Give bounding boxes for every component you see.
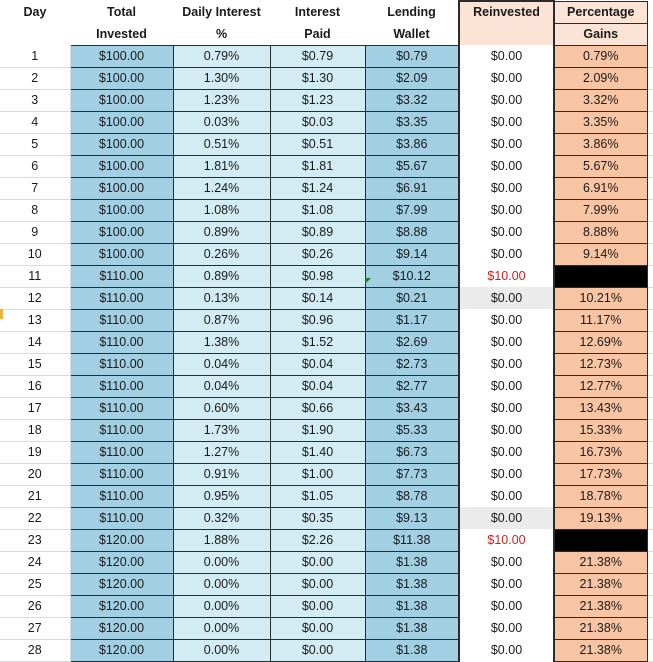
header-row-2 xyxy=(0,23,653,45)
cell-daily-interest[interactable]: 0.00% xyxy=(173,595,270,617)
cell-interest-paid[interactable]: $0.51 xyxy=(270,133,365,155)
cell-interest-paid[interactable]: $1.08 xyxy=(270,199,365,221)
cell-empty[interactable] xyxy=(647,309,653,331)
cell-day[interactable]: 14 xyxy=(0,331,70,353)
cell-day[interactable]: 18 xyxy=(0,419,70,441)
cell-total-invested[interactable]: $100.00 xyxy=(70,155,173,177)
table-row xyxy=(0,397,653,419)
cell-reinvested[interactable]: $0.00 xyxy=(459,45,554,67)
table-row xyxy=(0,67,653,89)
table-row xyxy=(0,243,653,265)
table-row xyxy=(0,595,653,617)
cell-reinvested[interactable]: $0.00 xyxy=(459,573,554,595)
cell-lending-wallet[interactable]: $6.73 xyxy=(365,441,459,463)
cell-total-invested[interactable]: $110.00 xyxy=(70,463,173,485)
cell-total-invested[interactable]: $120.00 xyxy=(70,551,173,573)
cell-lending-wallet[interactable]: $11.38 xyxy=(365,529,459,551)
cell-interest-paid[interactable]: $0.00 xyxy=(270,639,365,661)
cell-interest-paid[interactable]: $0.89 xyxy=(270,221,365,243)
cell-lending-wallet[interactable]: $10.12 xyxy=(365,265,459,287)
cell-daily-interest[interactable]: 0.04% xyxy=(173,375,270,397)
cell-total-invested[interactable]: $120.00 xyxy=(70,595,173,617)
cell-lending-wallet[interactable]: $6.91 xyxy=(365,177,459,199)
cell-empty[interactable] xyxy=(647,617,653,639)
cell-percentage-gains[interactable]: 19.13% xyxy=(554,507,647,529)
cell-lending-wallet[interactable]: $2.69 xyxy=(365,331,459,353)
cell-reinvested[interactable]: $0.00 xyxy=(459,309,554,331)
cell-total-invested[interactable]: $100.00 xyxy=(70,133,173,155)
cell-reinvested[interactable]: $0.00 xyxy=(459,617,554,639)
cell-reinvested[interactable]: $0.00 xyxy=(459,177,554,199)
header-lending-wallet-line2[interactable]: Wallet xyxy=(365,23,459,45)
cell-interest-paid[interactable]: $0.04 xyxy=(270,375,365,397)
header-reinvested[interactable]: Reinvested xyxy=(459,1,554,45)
cell-day[interactable]: 13 xyxy=(0,309,70,331)
cell-reinvested[interactable]: $0.00 xyxy=(459,485,554,507)
cell-percentage-gains[interactable]: 21.38% xyxy=(554,573,647,595)
cell-lending-wallet[interactable]: $7.99 xyxy=(365,199,459,221)
cell-total-invested[interactable]: $110.00 xyxy=(70,507,173,529)
cell-daily-interest[interactable]: 1.38% xyxy=(173,331,270,353)
cell-percentage-gains[interactable]: 12.77% xyxy=(554,375,647,397)
cell-interest-paid[interactable]: $0.98 xyxy=(270,265,365,287)
table-row xyxy=(0,89,653,111)
cell-lending-wallet[interactable]: $2.09 xyxy=(365,67,459,89)
cell-reinvested[interactable]: $10.00 xyxy=(459,265,554,287)
cell-total-invested[interactable]: $110.00 xyxy=(70,331,173,353)
cell-empty[interactable] xyxy=(647,529,653,551)
cell-percentage-gains[interactable]: 21.38% xyxy=(554,639,647,661)
cell-reinvested[interactable]: $0.00 xyxy=(459,375,554,397)
table-row xyxy=(0,507,653,529)
cell-empty[interactable] xyxy=(647,89,653,111)
table-row xyxy=(0,133,653,155)
cell-percentage-gains[interactable]: 11.17% xyxy=(554,309,647,331)
cell-empty[interactable] xyxy=(647,331,653,353)
cell-percentage-gains[interactable]: 3.86% xyxy=(554,133,647,155)
cell-percentage-gains[interactable]: 15.33% xyxy=(554,419,647,441)
cell-empty[interactable] xyxy=(647,111,653,133)
table-row xyxy=(0,177,653,199)
cell-interest-paid[interactable]: $0.66 xyxy=(270,397,365,419)
cell-empty[interactable] xyxy=(647,243,653,265)
cell-total-invested[interactable]: $110.00 xyxy=(70,353,173,375)
cell-lending-wallet[interactable]: $3.86 xyxy=(365,133,459,155)
cell-total-invested[interactable]: $110.00 xyxy=(70,375,173,397)
cell-empty[interactable] xyxy=(647,45,653,67)
cell-total-invested[interactable]: $100.00 xyxy=(70,199,173,221)
cell-reinvested[interactable]: $0.00 xyxy=(459,221,554,243)
cell-day[interactable]: 28 xyxy=(0,639,70,661)
cell-interest-paid[interactable]: $1.24 xyxy=(270,177,365,199)
cell-day[interactable]: 17 xyxy=(0,397,70,419)
cell-total-invested[interactable]: $110.00 xyxy=(70,485,173,507)
cell-reinvested[interactable]: $0.00 xyxy=(459,419,554,441)
cell-reinvested[interactable]: $0.00 xyxy=(459,331,554,353)
cell-total-invested[interactable]: $110.00 xyxy=(70,309,173,331)
cell-percentage-gains[interactable]: 2.09% xyxy=(554,67,647,89)
table-row xyxy=(0,485,653,507)
cell-lending-wallet[interactable]: $9.14 xyxy=(365,243,459,265)
cell-interest-paid[interactable]: $1.81 xyxy=(270,155,365,177)
cell-reinvested[interactable]: $0.00 xyxy=(459,199,554,221)
cell-interest-paid[interactable]: $1.40 xyxy=(270,441,365,463)
cell-reinvested[interactable]: $0.00 xyxy=(459,639,554,661)
cell-lending-wallet[interactable]: $9.13 xyxy=(365,507,459,529)
cell-interest-paid[interactable]: $1.90 xyxy=(270,419,365,441)
cell-total-invested[interactable]: $110.00 xyxy=(70,419,173,441)
cell-lending-wallet[interactable]: $0.79 xyxy=(365,45,459,67)
header-percentage-gains-line1[interactable]: Percentage xyxy=(554,1,647,23)
table-row xyxy=(0,309,653,331)
cell-daily-interest[interactable]: 0.95% xyxy=(173,485,270,507)
cell-empty[interactable] xyxy=(647,419,653,441)
cell-empty[interactable] xyxy=(647,639,653,661)
cell-lending-wallet[interactable]: $5.67 xyxy=(365,155,459,177)
cell-empty[interactable] xyxy=(647,287,653,309)
table-body xyxy=(0,45,653,661)
header-total-invested-line1[interactable]: Total xyxy=(70,1,173,23)
cell-daily-interest[interactable]: 0.13% xyxy=(173,287,270,309)
cell-day[interactable]: 2 xyxy=(0,67,70,89)
cell-interest-paid[interactable]: $0.03 xyxy=(270,111,365,133)
cell-reinvested[interactable]: $0.00 xyxy=(459,89,554,111)
cell-lending-wallet[interactable]: $8.88 xyxy=(365,221,459,243)
cell-percentage-gains[interactable]: 6.91% xyxy=(554,177,647,199)
cell-day[interactable]: 6 xyxy=(0,155,70,177)
cell-empty[interactable] xyxy=(647,155,653,177)
cell-day[interactable]: 8 xyxy=(0,199,70,221)
table-row xyxy=(0,617,653,639)
header-total-invested-line2[interactable]: Invested xyxy=(70,23,173,45)
cell-reinvested[interactable]: $0.00 xyxy=(459,507,554,529)
cell-daily-interest[interactable]: 0.00% xyxy=(173,617,270,639)
cell-day[interactable]: 7 xyxy=(0,177,70,199)
cell-interest-paid[interactable]: $1.30 xyxy=(270,67,365,89)
cell-daily-interest[interactable]: 0.26% xyxy=(173,243,270,265)
table-row xyxy=(0,551,653,573)
cell-day[interactable]: 21 xyxy=(0,485,70,507)
cell-day[interactable]: 9 xyxy=(0,221,70,243)
cell-lending-wallet[interactable]: $1.17 xyxy=(365,309,459,331)
cell-total-invested[interactable]: $120.00 xyxy=(70,617,173,639)
cell-total-invested[interactable]: $100.00 xyxy=(70,177,173,199)
cell-interest-paid[interactable]: $0.00 xyxy=(270,551,365,573)
cell-lending-wallet[interactable]: $1.38 xyxy=(365,551,459,573)
table-row xyxy=(0,155,653,177)
table-row xyxy=(0,441,653,463)
cell-day[interactable]: 4 xyxy=(0,111,70,133)
cell-empty[interactable] xyxy=(647,485,653,507)
cell-percentage-gains[interactable]: 9.14% xyxy=(554,243,647,265)
table-row xyxy=(0,353,653,375)
cell-lending-wallet[interactable]: $3.35 xyxy=(365,111,459,133)
cell-daily-interest[interactable]: 1.27% xyxy=(173,441,270,463)
table-row xyxy=(0,199,653,221)
cell-empty[interactable] xyxy=(647,397,653,419)
cell-daily-interest[interactable]: 0.03% xyxy=(173,111,270,133)
cell-daily-interest[interactable]: 0.87% xyxy=(173,309,270,331)
cell-daily-interest[interactable]: 0.00% xyxy=(173,573,270,595)
cell-interest-paid[interactable]: $0.00 xyxy=(270,595,365,617)
cell-total-invested[interactable]: $100.00 xyxy=(70,89,173,111)
cell-daily-interest[interactable]: 1.73% xyxy=(173,419,270,441)
cell-empty[interactable] xyxy=(647,507,653,529)
header-percentage-gains-line2[interactable]: Gains xyxy=(554,23,647,45)
cell-daily-interest[interactable]: 0.60% xyxy=(173,397,270,419)
cell-empty[interactable] xyxy=(647,463,653,485)
cell-lending-wallet[interactable]: $3.43 xyxy=(365,397,459,419)
cell-reinvested[interactable]: $0.00 xyxy=(459,243,554,265)
selected-row-marker xyxy=(0,309,3,319)
cell-empty[interactable] xyxy=(647,441,653,463)
cell-day[interactable]: 23 xyxy=(0,529,70,551)
cell-lending-wallet[interactable]: $0.21 xyxy=(365,287,459,309)
cell-error-indicator-icon xyxy=(365,278,371,284)
cell-percentage-gains[interactable]: 21.38% xyxy=(554,595,647,617)
cell-day[interactable]: 3 xyxy=(0,89,70,111)
cell-total-invested[interactable]: $100.00 xyxy=(70,221,173,243)
cell-percentage-gains[interactable]: 0.79% xyxy=(554,45,647,67)
header-row-1 xyxy=(0,1,653,23)
cell-interest-paid[interactable]: $0.00 xyxy=(270,617,365,639)
cell-percentage-gains[interactable]: 12.69% xyxy=(554,331,647,353)
cell-reinvested[interactable]: $0.00 xyxy=(459,353,554,375)
cell-percentage-gains[interactable] xyxy=(554,529,647,551)
cell-percentage-gains[interactable] xyxy=(554,265,647,287)
cell-percentage-gains[interactable]: 5.67% xyxy=(554,155,647,177)
cell-interest-paid[interactable]: $1.23 xyxy=(270,89,365,111)
header-daily-interest-line1[interactable]: Daily Interest xyxy=(173,1,270,23)
cell-total-invested[interactable]: $100.00 xyxy=(70,111,173,133)
cell-total-invested[interactable]: $110.00 xyxy=(70,441,173,463)
cell-reinvested[interactable]: $0.00 xyxy=(459,287,554,309)
cell-percentage-gains[interactable]: 13.43% xyxy=(554,397,647,419)
cell-interest-paid[interactable]: $1.00 xyxy=(270,463,365,485)
cell-empty[interactable] xyxy=(647,221,653,243)
cell-daily-interest[interactable]: 1.30% xyxy=(173,67,270,89)
cell-reinvested[interactable]: $0.00 xyxy=(459,551,554,573)
cell-lending-wallet[interactable]: $2.77 xyxy=(365,375,459,397)
cell-total-invested[interactable]: $100.00 xyxy=(70,45,173,67)
cell-daily-interest[interactable]: 1.88% xyxy=(173,529,270,551)
cell-percentage-gains[interactable]: 16.73% xyxy=(554,441,647,463)
header-day-line2[interactable] xyxy=(0,23,70,45)
table-row xyxy=(0,529,653,551)
cell-total-invested[interactable]: $110.00 xyxy=(70,397,173,419)
cell-interest-paid[interactable]: $0.26 xyxy=(270,243,365,265)
cell-day[interactable]: 24 xyxy=(0,551,70,573)
cell-day[interactable]: 15 xyxy=(0,353,70,375)
table-row xyxy=(0,265,653,287)
cell-daily-interest[interactable]: 0.04% xyxy=(173,353,270,375)
cell-daily-interest[interactable]: 0.89% xyxy=(173,265,270,287)
cell-empty[interactable] xyxy=(647,133,653,155)
cell-interest-paid[interactable]: $1.05 xyxy=(270,485,365,507)
cell-empty[interactable] xyxy=(647,177,653,199)
cell-empty[interactable] xyxy=(647,265,653,287)
cell-percentage-gains[interactable]: 3.32% xyxy=(554,89,647,111)
table-row xyxy=(0,375,653,397)
cell-interest-paid[interactable]: $0.35 xyxy=(270,507,365,529)
cell-day[interactable]: 20 xyxy=(0,463,70,485)
cell-percentage-gains[interactable]: 21.38% xyxy=(554,551,647,573)
cell-daily-interest[interactable]: 1.23% xyxy=(173,89,270,111)
table-row xyxy=(0,221,653,243)
cell-reinvested[interactable]: $0.00 xyxy=(459,111,554,133)
cell-lending-wallet[interactable]: $8.78 xyxy=(365,485,459,507)
cell-daily-interest[interactable]: 0.32% xyxy=(173,507,270,529)
cell-interest-paid[interactable]: $2.26 xyxy=(270,529,365,551)
cell-day[interactable]: 12 xyxy=(0,287,70,309)
cell-lending-wallet[interactable]: $5.33 xyxy=(365,419,459,441)
cell-daily-interest[interactable]: 0.00% xyxy=(173,639,270,661)
table-row xyxy=(0,573,653,595)
cell-reinvested[interactable]: $10.00 xyxy=(459,529,554,551)
cell-daily-interest[interactable]: 1.81% xyxy=(173,155,270,177)
table-row xyxy=(0,45,653,67)
cell-percentage-gains[interactable]: 18.78% xyxy=(554,485,647,507)
cell-interest-paid[interactable]: $0.96 xyxy=(270,309,365,331)
cell-lending-wallet[interactable]: $2.73 xyxy=(365,353,459,375)
cell-interest-paid[interactable]: $0.14 xyxy=(270,287,365,309)
cell-percentage-gains[interactable]: 8.88% xyxy=(554,221,647,243)
cell-lending-wallet[interactable]: $1.38 xyxy=(365,639,459,661)
header-pad xyxy=(647,1,653,23)
cell-percentage-gains[interactable]: 12.73% xyxy=(554,353,647,375)
cell-day[interactable]: 10 xyxy=(0,243,70,265)
cell-total-invested[interactable]: $110.00 xyxy=(70,287,173,309)
cell-daily-interest[interactable]: 0.89% xyxy=(173,221,270,243)
cell-daily-interest[interactable]: 0.79% xyxy=(173,45,270,67)
cell-daily-interest[interactable]: 0.00% xyxy=(173,551,270,573)
cell-daily-interest[interactable]: 0.51% xyxy=(173,133,270,155)
cell-empty[interactable] xyxy=(647,67,653,89)
cell-reinvested[interactable]: $0.00 xyxy=(459,133,554,155)
cell-reinvested[interactable]: $0.00 xyxy=(459,595,554,617)
cell-percentage-gains[interactable]: 7.99% xyxy=(554,199,647,221)
cell-empty[interactable] xyxy=(647,375,653,397)
cell-total-invested[interactable]: $100.00 xyxy=(70,67,173,89)
table-row xyxy=(0,639,653,661)
cell-total-invested[interactable]: $100.00 xyxy=(70,243,173,265)
cell-percentage-gains[interactable]: 3.35% xyxy=(554,111,647,133)
header-day[interactable]: Day xyxy=(0,1,70,23)
cell-total-invested[interactable]: $120.00 xyxy=(70,639,173,661)
cell-daily-interest[interactable]: 1.24% xyxy=(173,177,270,199)
cell-interest-paid[interactable]: $1.52 xyxy=(270,331,365,353)
cell-percentage-gains[interactable]: 10.21% xyxy=(554,287,647,309)
header-pad-2 xyxy=(647,23,653,45)
table-row xyxy=(0,331,653,353)
cell-percentage-gains[interactable]: 17.73% xyxy=(554,463,647,485)
header-interest-paid-line2[interactable]: Paid xyxy=(270,23,365,45)
cell-empty[interactable] xyxy=(647,573,653,595)
header-lending-wallet-line1[interactable]: Lending xyxy=(365,1,459,23)
cell-lending-wallet[interactable]: $1.38 xyxy=(365,573,459,595)
cell-total-invested[interactable]: $120.00 xyxy=(70,529,173,551)
cell-day[interactable]: 1 xyxy=(0,45,70,67)
table-row xyxy=(0,111,653,133)
cell-reinvested[interactable]: $0.00 xyxy=(459,397,554,419)
cell-interest-paid[interactable]: $0.04 xyxy=(270,353,365,375)
cell-lending-wallet[interactable]: $3.32 xyxy=(365,89,459,111)
cell-reinvested[interactable]: $0.00 xyxy=(459,441,554,463)
cell-lending-wallet[interactable]: $7.73 xyxy=(365,463,459,485)
cell-interest-paid[interactable]: $0.00 xyxy=(270,573,365,595)
cell-empty[interactable] xyxy=(647,199,653,221)
header-interest-paid-line1[interactable]: Interest xyxy=(270,1,365,23)
cell-lending-wallet[interactable]: $1.38 xyxy=(365,595,459,617)
cell-day[interactable]: 16 xyxy=(0,375,70,397)
cell-reinvested[interactable]: $0.00 xyxy=(459,155,554,177)
header-daily-interest-line2[interactable]: % xyxy=(173,23,270,45)
cell-day[interactable]: 22 xyxy=(0,507,70,529)
cell-reinvested[interactable]: $0.00 xyxy=(459,463,554,485)
cell-day[interactable]: 26 xyxy=(0,595,70,617)
cell-interest-paid[interactable]: $0.79 xyxy=(270,45,365,67)
cell-day[interactable]: 5 xyxy=(0,133,70,155)
cell-daily-interest[interactable]: 1.08% xyxy=(173,199,270,221)
cell-day[interactable]: 25 xyxy=(0,573,70,595)
cell-day[interactable]: 27 xyxy=(0,617,70,639)
cell-empty[interactable] xyxy=(647,353,653,375)
cell-percentage-gains[interactable]: 21.38% xyxy=(554,617,647,639)
cell-daily-interest[interactable]: 0.91% xyxy=(173,463,270,485)
cell-lending-wallet[interactable]: $1.38 xyxy=(365,617,459,639)
table-row xyxy=(0,287,653,309)
cell-empty[interactable] xyxy=(647,551,653,573)
cell-total-invested[interactable]: $120.00 xyxy=(70,573,173,595)
cell-total-invested[interactable]: $110.00 xyxy=(70,265,173,287)
cell-reinvested[interactable]: $0.00 xyxy=(459,67,554,89)
cell-day[interactable]: 11 xyxy=(0,265,70,287)
cell-day[interactable]: 19 xyxy=(0,441,70,463)
table-row xyxy=(0,419,653,441)
table-row xyxy=(0,463,653,485)
cell-empty[interactable] xyxy=(647,595,653,617)
